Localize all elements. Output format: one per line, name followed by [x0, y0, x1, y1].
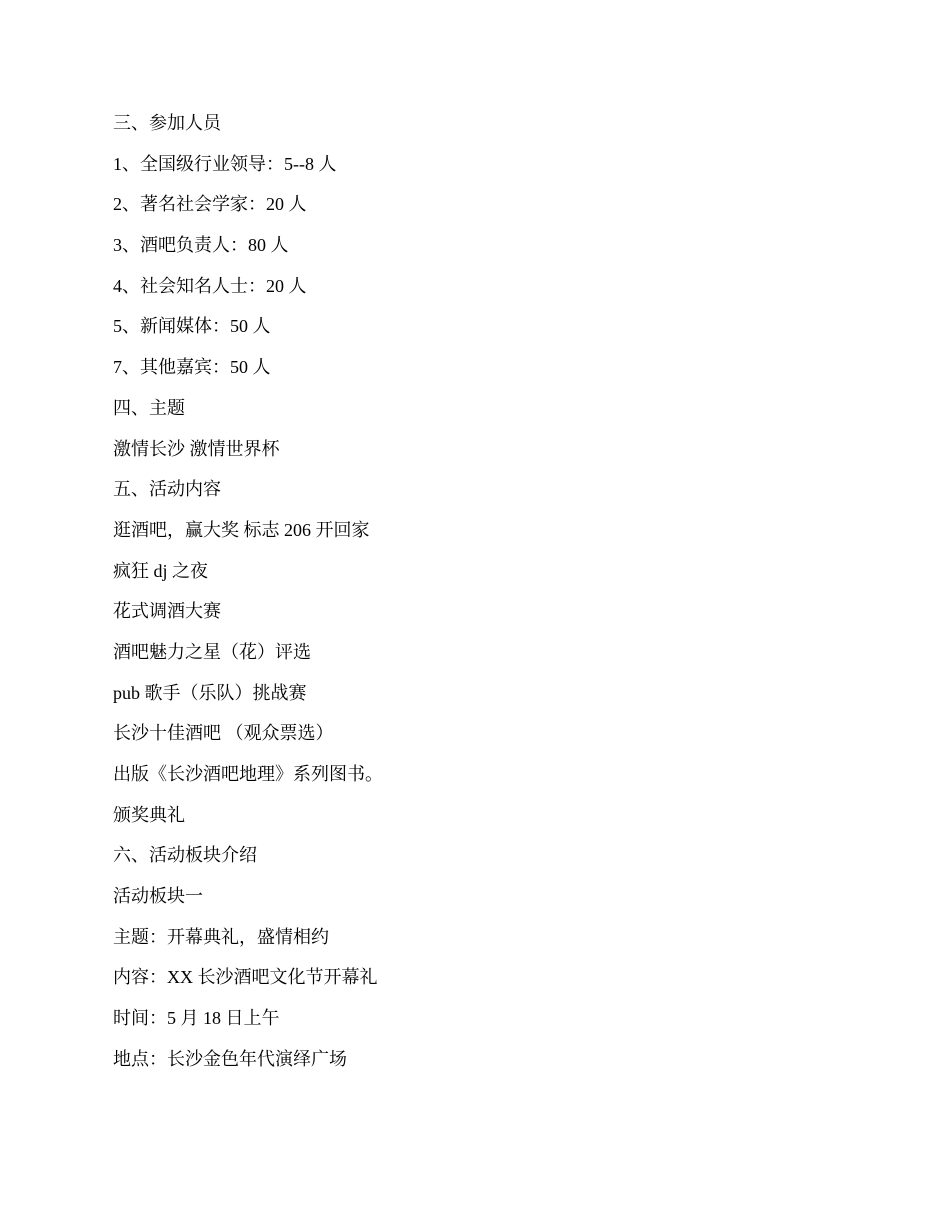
- participant-item-7: 7、其他嘉宾：50 人: [113, 357, 271, 378]
- activity-item-2: 疯狂 dj 之夜: [113, 560, 209, 581]
- segment-theme: 主题：开幕典礼，盛情相约: [113, 926, 329, 947]
- activity-item-1: 逛酒吧，赢大奖 标志 206 开回家: [113, 519, 370, 540]
- participant-item-2: 2、著名社会学家：20 人: [113, 194, 307, 215]
- section-heading-participants: 三、参加人员: [113, 113, 221, 133]
- segment-title: 活动板块一: [113, 886, 203, 907]
- section-heading-segments: 六、活动板块介绍: [113, 845, 257, 866]
- participant-item-5: 5、新闻媒体：50 人: [113, 316, 271, 337]
- activity-item-6: 长沙十佳酒吧 （观众票选）: [113, 723, 334, 744]
- activity-item-5: pub 歌手（乐队）挑战赛: [113, 682, 307, 703]
- segment-time: 时间：5 月 18 日上午: [113, 1008, 280, 1029]
- activity-item-7: 出版《长沙酒吧地理》系列图书。: [113, 764, 383, 784]
- section-heading-theme: 四、主题: [113, 397, 185, 418]
- participant-item-4: 4、社会知名人士：20 人: [113, 275, 307, 296]
- participant-item-3: 3、酒吧负责人：80 人: [113, 235, 289, 256]
- activity-item-3: 花式调酒大赛: [113, 601, 221, 622]
- segment-content: 内容：XX 长沙酒吧文化节开幕礼: [113, 967, 378, 988]
- segment-location: 地点：长沙金色年代演绎广场: [113, 1048, 347, 1069]
- activity-item-4: 酒吧魅力之星（花）评选: [113, 641, 311, 662]
- theme-text: 激情长沙 激情世界杯: [113, 438, 280, 459]
- document-body: [113, 110, 853, 1087]
- activity-item-8: 颁奖典礼: [113, 804, 185, 825]
- participant-item-1: 1、全国级行业领导：5--8 人: [113, 153, 337, 174]
- section-heading-activities: 五、活动内容: [113, 479, 221, 500]
